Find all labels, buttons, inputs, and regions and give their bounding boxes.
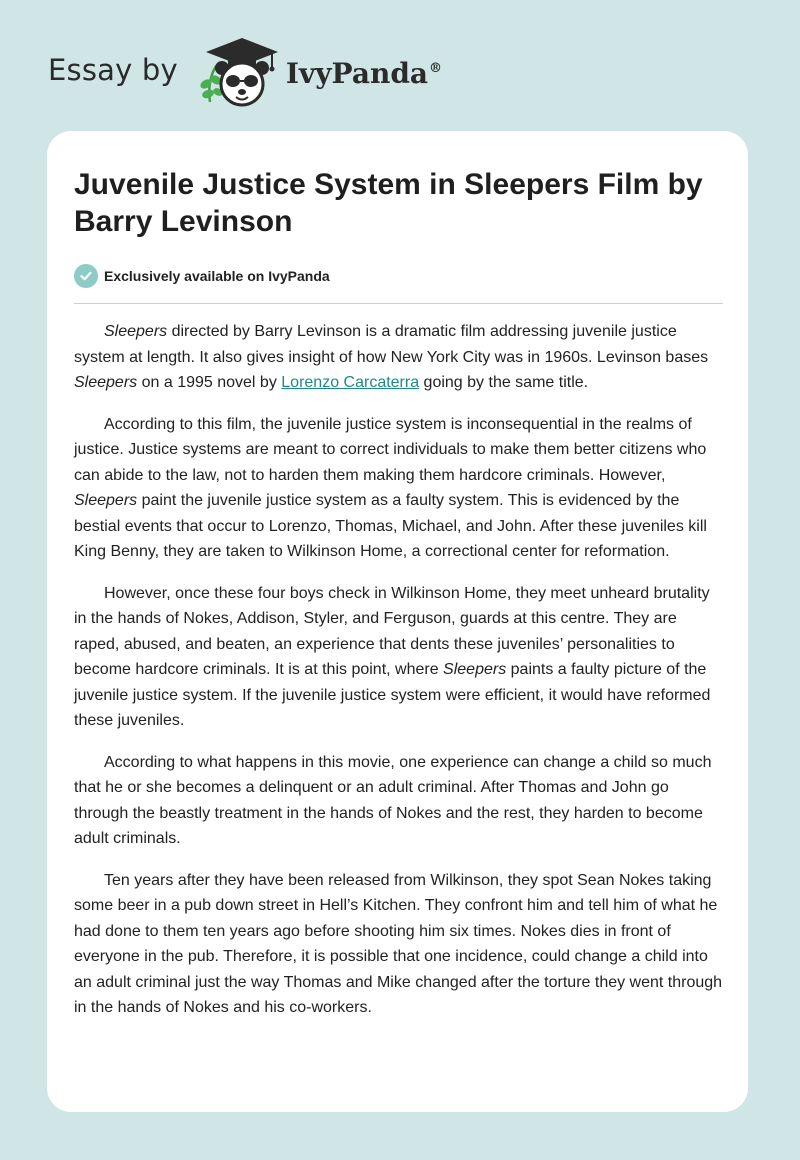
check-icon	[74, 264, 98, 288]
paragraph-text: going by the same title.	[419, 374, 589, 391]
divider	[74, 303, 723, 304]
film-title-italic: Sleepers	[104, 323, 168, 340]
article-paragraph	[74, 868, 726, 1021]
paragraph-text: According to this film, the juvenile justice system is inconsequential in the realms of justice. Justice systems are meant to correct individuals to make them better citizens who can abide to the law, not to harden them making them hardcore criminals. However,	[74, 415, 707, 484]
paragraph-text: directed by Barry Levinson is a dramatic film addressing juvenile justice system at length. It also gives insight of how New York City was in 1960s. Levinson bases	[74, 323, 709, 366]
article-body	[74, 319, 726, 1037]
ivypanda-logo-icon[interactable]	[192, 36, 282, 108]
article-paragraph	[74, 319, 726, 396]
film-title-italic: Sleepers	[74, 492, 138, 509]
film-title-italic: Sleepers	[443, 661, 507, 678]
paragraph-text: However, once these four boys check in Wilkinson Home, they meet unheard brutality in the hands of Nokes, Addison, Styler, and Ferguson, guards at this centre. They are raped, abused, and beaten, an experience that dents these juveniles’ personalities to become hardcore criminals. It is at this point, where	[74, 584, 710, 678]
registered-mark: ®	[429, 61, 443, 77]
exclusive-badge	[74, 264, 330, 288]
article-paragraph	[74, 581, 726, 734]
exclusive-badge-text: Exclusively available on IvyPanda	[104, 268, 330, 284]
paragraph-text: paints a faulty picture of the juvenile justice system. If the juvenile justice system were efficient, it would have reformed these juveniles.	[74, 661, 711, 729]
article-title: Juvenile Justice System in Sleepers Film by Barry Levinson	[74, 168, 703, 238]
essay-by-label: Essay by	[48, 53, 178, 87]
paragraph-text: According to what happens in this movie, one experience can change a child so much that he or she becomes a delinquent or an adult criminal. After Thomas and John go through the beastly treatment in the hands of Nokes and the rest, they harden to become adult criminals.	[74, 753, 712, 847]
paragraph-text: on a 1995 novel by	[137, 374, 282, 391]
site-header	[48, 36, 442, 108]
paragraph-text: paint the juvenile justice system as a faulty system. This is evidenced by the bestial events that occur to Lorenzo, Thomas, Michael, and John. After these juveniles kill King Benny, they are taken to Wilkinson Home, a correctional center for reformation.	[74, 492, 707, 560]
article-paragraph	[74, 750, 726, 852]
brand-name: IvyPanda®	[285, 56, 443, 90]
author-link[interactable]: Lorenzo Carcaterra	[281, 374, 420, 391]
film-title-italic: Sleepers	[74, 374, 138, 391]
paragraph-text: Ten years after they have been released from Wilkinson, they spot Sean Nokes taking some beer in a pub down street in Hell’s Kitchen. They confront him and tell him of what he had done to them ten years ago before shooting him six times. Nokes dies in front of everyone in the pub. Therefore, it is possible that one incidence, could change a child into an adult criminal just the way Thomas and Mike changed after the torture they went through in the hands of Nokes and his co-workers.	[74, 871, 723, 1016]
article-paragraph	[74, 412, 726, 565]
article-card	[47, 131, 748, 1112]
